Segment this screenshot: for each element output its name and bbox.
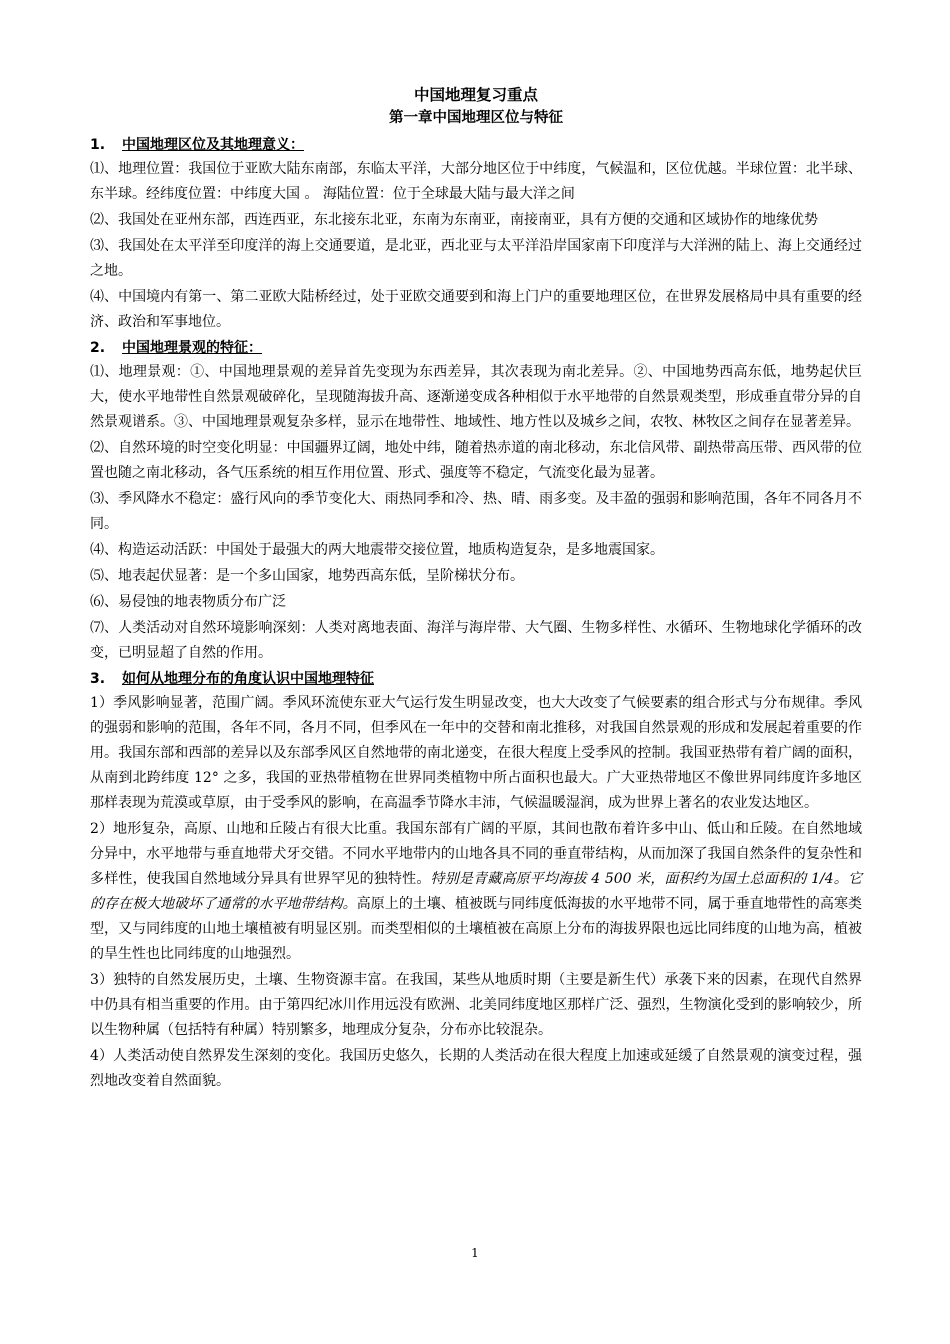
document-page: [90, 84, 862, 1095]
paragraph: ⑷、中国境内有第一、第二亚欧大陆桥经过，处于亚欧交通要到和海上门户的重要地理区位，在世界发展格局中具有重要的经济、政治和军事地位。: [90, 289, 862, 330]
section-number: 1.: [90, 137, 106, 153]
section-title: 如何从地理分布的角度认识中国地理特征: [122, 671, 374, 687]
paragraph: ⑵、自然环境的时空变化明显：中国疆界辽阔，地处中纬，随着热赤道的南北移动，东北信风带、副热带高压带、西风带的位置也随之南北移动，各气压系统的相互作用位置、形式、强度等不稳定，气流变化最为显著。: [90, 440, 862, 481]
italic-emphasis: 特别是青藏高原平均海拔 4 500 米，面积约为国土总面积的 1/4。它的存在极大地破坏了通常的水平地带结构。: [90, 871, 862, 912]
chapter-title: 第一章中国地理区位与特征: [389, 110, 563, 126]
section-number: 3.: [90, 671, 106, 687]
document-title: 中国地理复习重点: [413, 86, 538, 104]
section-1-heading: [90, 133, 862, 157]
paragraph: ⑺、人类活动对自然环境影响深刻：人类对离地表面、海洋与海岸带、大气圈、生物多样性、水循环、生物地球化学循环的改变，已明显超了自然的作用。: [90, 620, 862, 661]
section-number: 2.: [90, 340, 106, 356]
paragraph: 1）季风影响显著，范围广阔。季风环流使东亚大气运行发生明显改变，也大大改变了气候要素的组合形式与分布规律。季风的强弱和影响的范围，各年不同，各月不同，但季风在一年中的交替和南北推移，对我国自然景观的形成和发展起着重要的作用。我国东部和西部的差异以及东部季风区自然地带的南北递变，在很大程度上受季风的控制。我国亚热带有着广阔的面积，从南到北跨纬度 12° 之多，我国的亚热带植物在世界同类植物中所占面积也最大。广大亚热带地区不像世界同纬度许多地区那样表现为荒漠或草原，由于受季风的影响，在高温季节降水丰沛，气候温暖湿润，成为世界上著名的农业发达地区。: [90, 695, 862, 811]
page-number: 1: [471, 1246, 479, 1260]
paragraph: 4）人类活动使自然界发生深刻的变化。我国历史悠久，长期的人类活动在很大程度上加速或延缓了自然景观的演变过程，强烈地改变着自然面貌。: [90, 1048, 862, 1089]
paragraph: ⑶、季风降水不稳定：盛行风向的季节变化大、雨热同季和冷、热、晴、雨多变。及丰盈的强弱和影响范围，各年不同各月不同。: [90, 491, 862, 532]
paragraph: ⑹、易侵蚀的地表物质分布广泛: [90, 594, 286, 610]
paragraph: ⑷、构造运动活跃：中国处于最强大的两大地震带交接位置，地质构造复杂，是多地震国家。: [90, 542, 664, 558]
paragraph: 3）独特的自然发展历史，土壤、生物资源丰富。在我国，某些从地质时期（主要是新生代）承袭下来的因素，在现代自然界中仍具有相当重要的作用。由于第四纪冰川作用远没有欧洲、北美同纬度地区那样广泛、强烈，生物演化受到的影响较少，所以生物种属（包括特有种属）特别繁多，地理成分复杂，分布亦比较混杂。: [90, 972, 862, 1038]
section-3-heading: [90, 667, 862, 691]
paragraph: ⑵、我国处在亚州东部，西连西亚，东北接东北亚，东南为东南亚，南接南亚，具有方便的交通和区域协作的地缘优势: [90, 212, 818, 228]
paragraph: ⑶、我国处在太平洋至印度洋的海上交通要道，是北亚，西北亚与太平洋沿岸国家南下印度洋与大洋洲的陆上、海上交通经过之地。: [90, 238, 862, 279]
paragraph: [90, 817, 862, 967]
section-2-heading: [90, 336, 862, 360]
paragraph-text: 高原上的土壤、植被既与同纬度低海拔的水平地带不同，属于垂直地带性的高寒类型，又与同纬度的山地土壤植被有明显区别。而类型相似的土壤植被在高原上分布的海拔界限也远比同纬度的山地为高，植被的旱生性也比同纬度的山地强烈。: [90, 896, 862, 962]
section-title: 中国地理区位及其地理意义：: [122, 137, 304, 153]
paragraph: ⑴、地理位置：我国位于亚欧大陆东南部，东临太平洋，大部分地区位于中纬度，气候温和，区位优越。半球位置：北半球、东半球。经纬度位置：中纬度大国 。 海陆位置：位于全球最大陆与最大洋之间: [90, 161, 862, 202]
paragraph-text: 2）地形复杂，高原、山地和丘陵占有很大比重。我国东部有广阔的平原，其间也散布着许多中山、低山和丘陵。在自然地域分异中，水平地带与垂直地带犬牙交错。不同水平地带内的山地各具不同的垂直带结构，从而加深了我国自然条件的复杂性和多样性，使我国自然地域分异具有世界罕见的独特性。: [90, 821, 862, 887]
paragraph: ⑴、地理景观：①、中国地理景观的差异首先变现为东西差异，其次表现为南北差异。②、中国地势西高东低，地势起伏巨大，使水平地带性自然景观破碎化，呈现随海拔升高、逐渐递变成各种相似于水平地带的自然景观类型，形成垂直带分异的自然景观谱系。③、中国地理景观复杂多样，显示在地带性、地域性、地方性以及城乡之间，农牧、林牧区之间存在显著差异。: [90, 364, 862, 430]
section-title: 中国地理景观的特征：: [122, 340, 262, 356]
paragraph: ⑸、地表起伏显著：是一个多山国家，地势西高东低，呈阶梯状分布。: [90, 568, 524, 584]
